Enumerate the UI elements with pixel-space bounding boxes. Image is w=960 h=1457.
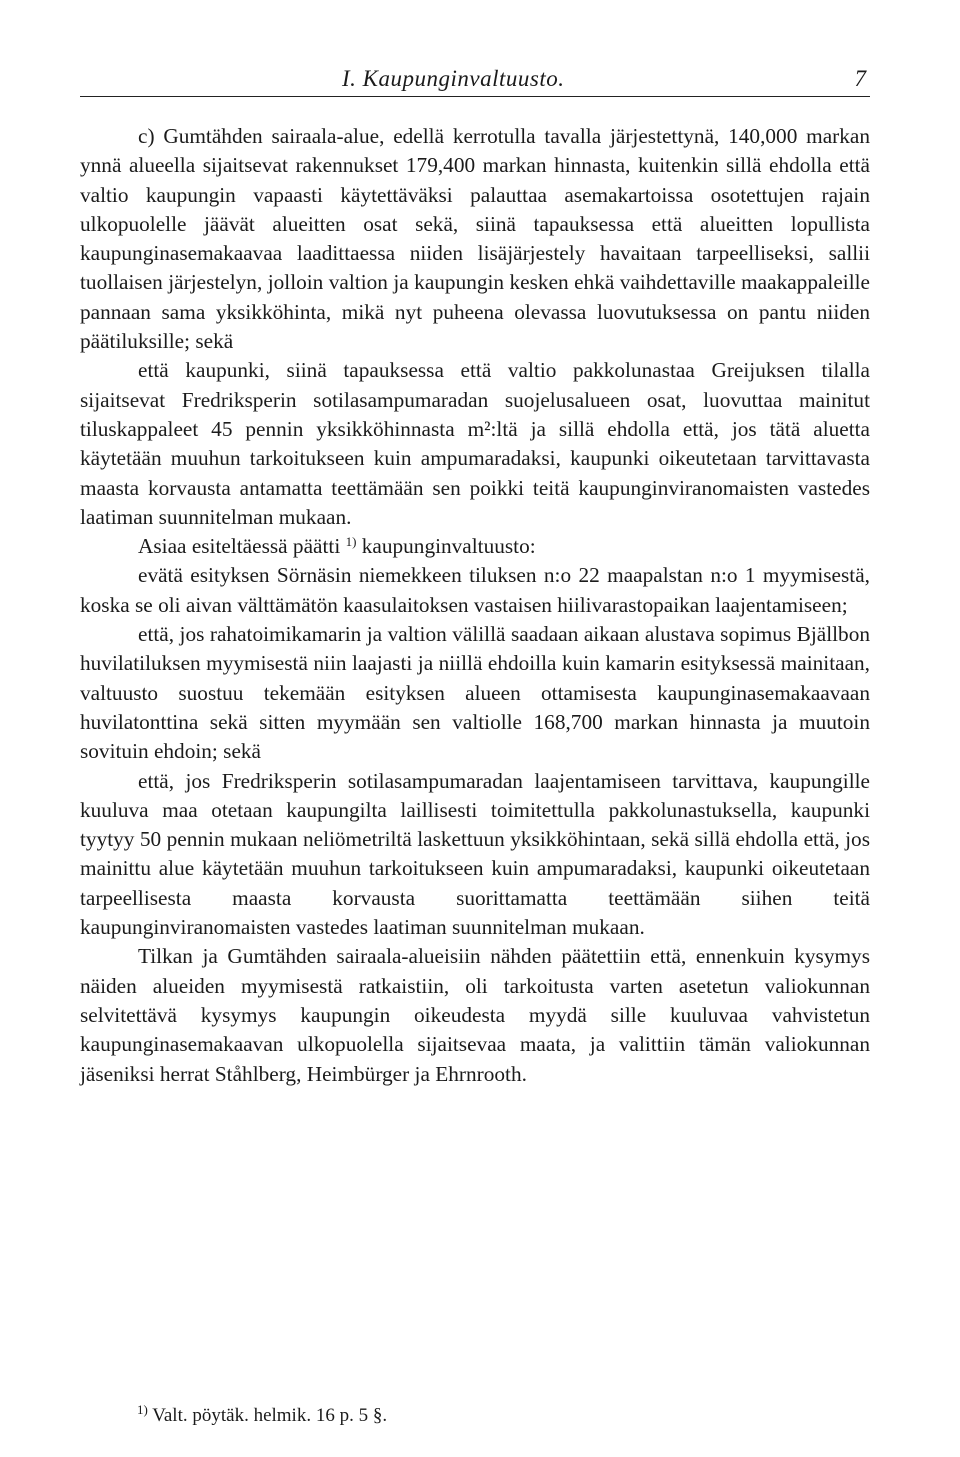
decision-intro-tail: kaupunginvaltuusto:: [356, 534, 536, 559]
page-header: [80, 62, 870, 97]
running-title: I. Kaupunginvaltuusto.: [342, 66, 565, 91]
paragraph-greijus: että kaupunki, siinä tapauksessa että valtio pakkolunastaa Greijuksen tilalla sijaitsevat Fredriksperin sotilasampumaradan suojelusalueen osat, luovuttaa mainitut tiluskappaleet 45 pennin yksikköhinnasta m²:ltä ja sillä ehdolla että, jos tätä aluetta käytetään muuhun tarkoitukseen kuin ampumaradaksi, kaupunki oikeutetaan tarvittavasta maasta korvausta antamatta teettämään sen poikki teitä kaupunginviranomaisten vastedes laatiman suunnitelman mukaan.: [80, 358, 870, 529]
footnote-text: Valt. pöytäk. helmik. 16 p. 5 §.: [147, 1405, 388, 1426]
paragraph-c: c) Gumtähden sairaala-alue, edellä kerrotulla tavalla järjestettynä, 140,000 markan ynnä alueella sijaitsevat rakennukset 179,400 markan hinnasta, kuitenkin sillä ehdolla että valtio kaupungin vapaasti käytettäväksi palauttaa asemakartoissa osotettujen rajain ulkopuolelle jäävät alueitten osat sekä, siinä tapauksessa että alueitten lopullista kaupunginasemakaavaa laadittaessa niiden lisäjärjestely havaitaan tarpeelliseksi, sallii tuollaisen järjestelyn, jolloin valtion ja kaupungin kesken ehkä vaihdettaville maakappaleille pannaan sama yksikköhinta, mikä nyt puheena olevassa luovutuksessa on pantu niiden päätiluksille; sekä: [80, 124, 870, 354]
decision-item: evätä esityksen Sörnäsin niemekkeen tiluksen n:o 22 maapalstan n:o 1 myymisestä, koska se oli aivan välttämätön kaasulaitoksen vastaisen hiilivarastopaikan laajentamiseen;: [80, 563, 870, 617]
document-body: [80, 122, 870, 1089]
decision-intro-text: Asiaa esiteltäessä päätti: [138, 534, 341, 559]
closing-paragraph: Tilkan ja Gumtähden sairaala-alueisiin nähden päätettiin että, ennenkuin kysymys näiden alueiden myymisestä ratkaistiin, oli tarkoitusta varten asetetun valiokunnan selvitettävä kysymys kaupungin oikeudesta myydä sille kuuluvaa vahvistetun kaupunginasemakaavan ulkopuolella sijaitsevaa maata, ja valittiin tämän valiokunnan jäseniksi herrat Ståhlberg, Heimbürger ja Ehrnrooth.: [80, 944, 870, 1086]
decision-intro: [80, 532, 870, 561]
footnote: [137, 1404, 387, 1428]
footnote-mark: 1): [137, 1402, 148, 1417]
page-number: 7: [854, 66, 866, 91]
document-page: [80, 62, 870, 1442]
footnote-reference: 1): [345, 534, 357, 550]
decision-item: että, jos Fredriksperin sotilasampumaradan laajentamiseen tarvittava, kaupungille kuuluva maa otetaan kaupungilta laillisesti toimitettulla pakkolunastuksella, kaupunki tyytyy 50 pennin mukaan neliömetriltä laskettuun yksikköhintaan, sekä sillä ehdolla että, jos mainittu alue käytetään muuhun tarkoitukseen kuin ampumaradaksi, kaupunki oikeutetaan tarpeellisesta maasta korvausta suorittamatta teettämään siihen teitä kaupunginviranomaisten vastedes laatiman suunnitelman mukaan.: [80, 768, 870, 940]
decision-item: että, jos rahatoimikamarin ja valtion välillä saadaan aikaan alustava sopimus Bjällbon huvilatiluksen myymisestä niin laajasti ja niillä ehdoilla kuin kamarin esityksessä mainitaan, valtuusto suostuu tekemään esityksen alueen ottamisesta kaupunginasemakaavaan huvilatonttina sekä sitten myymään sen valtiolle 168,700 markan hinnasta ja muutoin sovituin ehdoin; sekä: [80, 622, 870, 764]
